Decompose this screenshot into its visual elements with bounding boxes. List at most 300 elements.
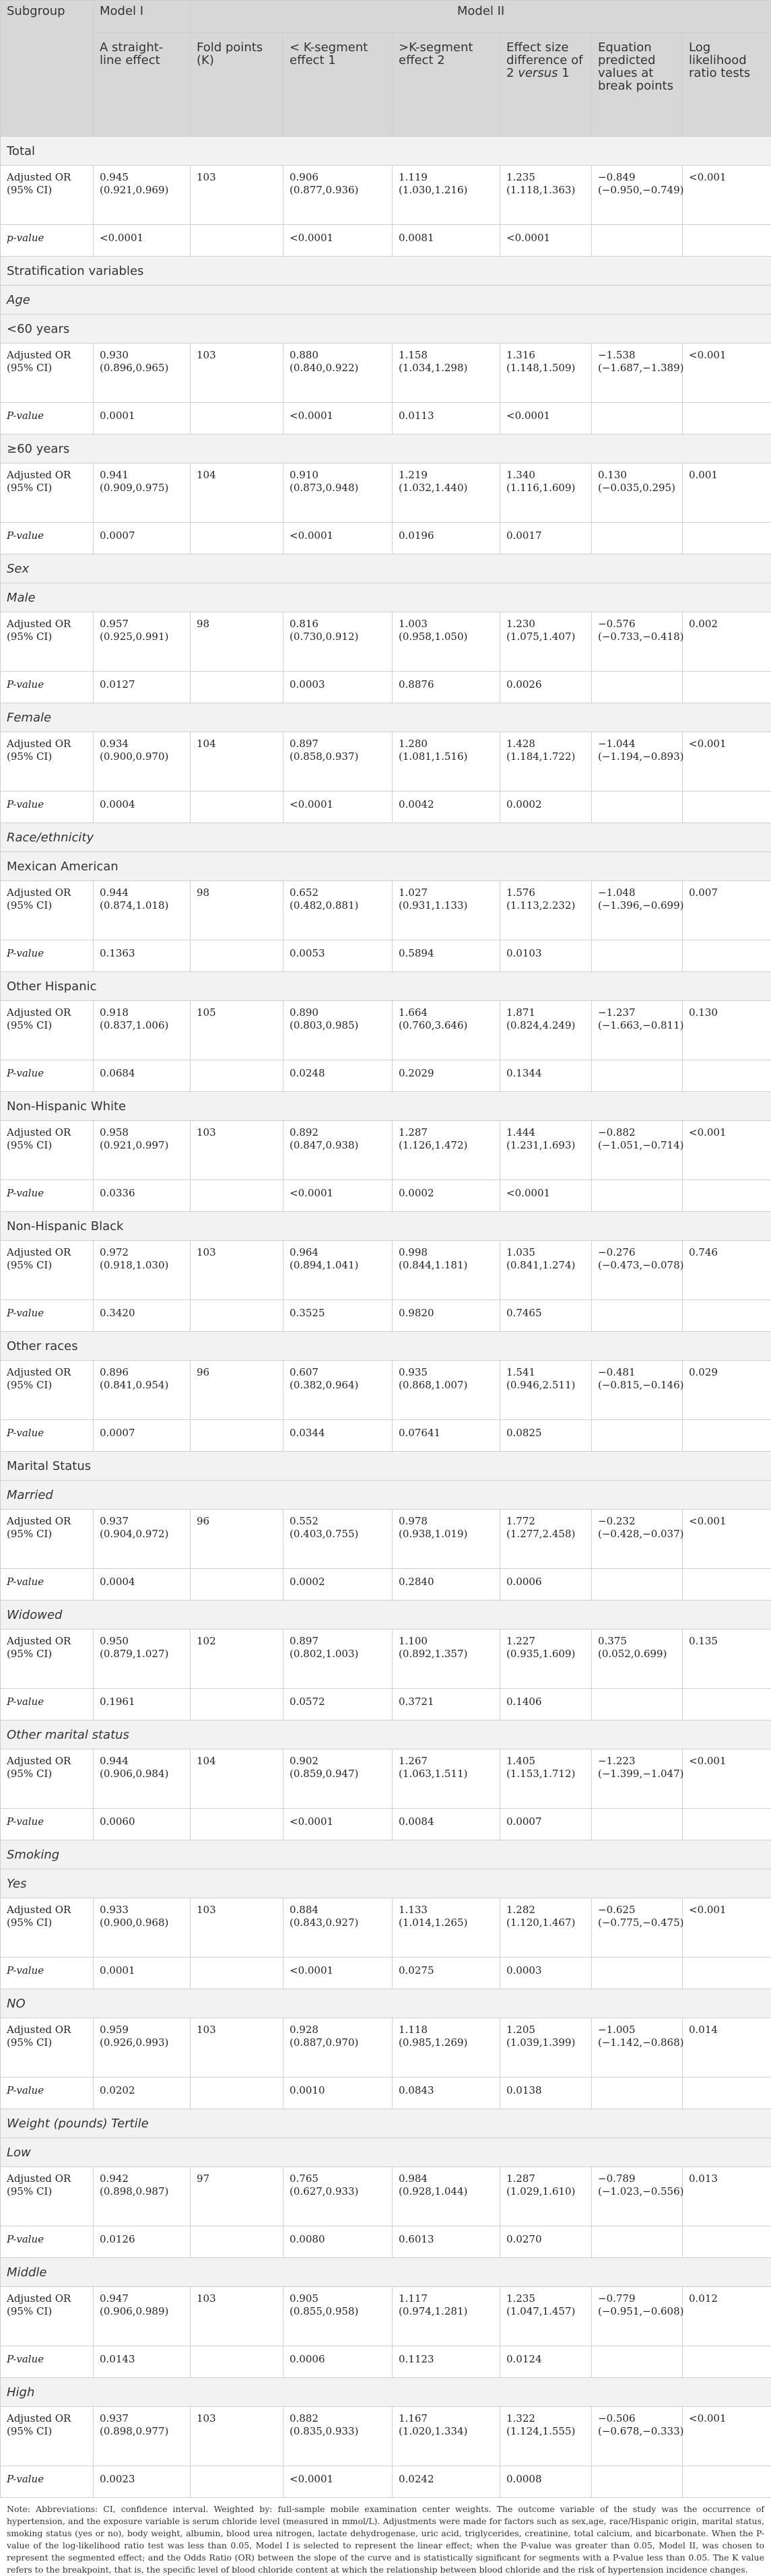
row-label-adjusted-or-text: Adjusted OR bbox=[7, 618, 71, 630]
gt-k-p-value-text: 0.07641 bbox=[399, 1427, 440, 1439]
effect-difference-p-value bbox=[500, 403, 592, 434]
row-label-p-value-text: P-value bbox=[7, 2473, 44, 2485]
straight-line-effect-value-text: 0.957 bbox=[100, 618, 129, 630]
section-heading-row bbox=[1, 823, 771, 852]
llr-value bbox=[683, 1241, 771, 1300]
lt-k-effect-value-text: 0.880 bbox=[290, 349, 319, 361]
equation-p-empty bbox=[592, 792, 683, 823]
fold-point-p-empty bbox=[191, 523, 283, 554]
row-label-p-value bbox=[1, 1958, 94, 1989]
header-lt-k-effect: < K-segment effect 1 bbox=[283, 33, 393, 137]
fold-point-p-empty bbox=[191, 672, 283, 703]
llr-value bbox=[683, 732, 771, 792]
section-heading-row bbox=[1, 2109, 771, 2138]
equation-value-text: (−0.775,−0.475) bbox=[598, 1917, 684, 1929]
lt-k-effect-value bbox=[283, 732, 393, 792]
lt-k-effect-value-text: 0.902 bbox=[290, 1755, 319, 1767]
effect-difference-value-text: (1.116,1.609) bbox=[506, 482, 575, 494]
equation-value-text: −0.276 bbox=[598, 1246, 636, 1258]
lt-k-effect-value bbox=[283, 1241, 393, 1300]
straight-line-effect-value-text: 0.937 bbox=[100, 2412, 129, 2424]
straight-line-p-value-text: 0.0684 bbox=[100, 1067, 135, 1079]
p-value-row bbox=[1, 792, 771, 823]
equation-value-text: −1.044 bbox=[598, 738, 636, 750]
adjusted-or-row bbox=[1, 2167, 771, 2226]
gt-k-p-value-text: 0.0275 bbox=[399, 1964, 434, 1976]
straight-line-p-value bbox=[94, 2226, 191, 2258]
lt-k-effect-value-text: 0.890 bbox=[290, 1006, 319, 1019]
gt-k-effect-value bbox=[393, 1898, 500, 1958]
lt-k-effect-value-text: 0.765 bbox=[290, 2172, 319, 2185]
lt-k-p-value-text: 0.0248 bbox=[290, 1067, 325, 1079]
straight-line-effect-value-text: (0.918,1.030) bbox=[100, 1259, 168, 1271]
lt-k-p-value bbox=[283, 940, 393, 972]
section-title bbox=[1, 852, 771, 881]
section-title bbox=[1, 1840, 771, 1869]
gt-k-effect-value-text: (1.126,1.472) bbox=[399, 1139, 467, 1151]
gt-k-effect-value-text: (1.014,1.265) bbox=[399, 1917, 467, 1929]
adjusted-or-row bbox=[1, 2407, 771, 2466]
fold-point-value bbox=[191, 1898, 283, 1958]
straight-line-p-value bbox=[94, 1420, 191, 1452]
straight-line-p-value-text: 0.0004 bbox=[100, 798, 135, 810]
fold-point-p-empty bbox=[191, 403, 283, 434]
gt-k-effect-value-text: 1.267 bbox=[399, 1755, 428, 1767]
effect-difference-value-text: (1.153,1.712) bbox=[506, 1768, 575, 1780]
gt-k-effect-value bbox=[393, 881, 500, 940]
gt-k-p-value-text: 0.0196 bbox=[399, 529, 434, 542]
equation-value-text: −1.223 bbox=[598, 1755, 636, 1767]
gt-k-effect-value-text: (0.844,1.181) bbox=[399, 1259, 467, 1271]
effect-difference-p-value-text: <0.0001 bbox=[506, 232, 550, 244]
section-title-text: Non-Hispanic White bbox=[7, 1099, 126, 1114]
equation-value-text: −0.882 bbox=[598, 1126, 636, 1138]
llr-p-empty bbox=[683, 940, 771, 972]
equation-value-text: (−0.951,−0.608) bbox=[598, 2305, 684, 2317]
section-heading-row bbox=[1, 1092, 771, 1121]
llr-value bbox=[683, 2287, 771, 2346]
row-label-adjusted-or-text: Adjusted OR bbox=[7, 1366, 71, 1378]
effect-difference-p-value bbox=[500, 1180, 592, 1212]
gt-k-p-value-text: 0.0081 bbox=[399, 232, 434, 244]
row-label-adjusted-or-text: (95% CI) bbox=[7, 1917, 52, 1929]
gt-k-p-value-text: 0.0042 bbox=[399, 798, 434, 810]
llr-value-text: 0.007 bbox=[689, 887, 718, 899]
effect-difference-value-text: 1.227 bbox=[506, 1635, 535, 1647]
equation-value-text: (−0.815,−0.146) bbox=[598, 1379, 684, 1391]
gt-k-p-value-text: 0.0084 bbox=[399, 1815, 434, 1828]
lt-k-p-value bbox=[283, 1809, 393, 1840]
p-value-row bbox=[1, 1809, 771, 1840]
lt-k-effect-value-text: (0.802,1.003) bbox=[290, 1648, 358, 1660]
effect-difference-value-text: 1.871 bbox=[506, 1006, 535, 1019]
equation-value-text: (−0.950,−0.749) bbox=[598, 184, 684, 196]
row-label-adjusted-or bbox=[1, 463, 94, 523]
equation-value-text: −0.232 bbox=[598, 1515, 636, 1527]
straight-line-effect-value-text: (0.898,0.987) bbox=[100, 2185, 168, 2197]
row-label-adjusted-or-text: (95% CI) bbox=[7, 184, 52, 196]
header-model-1: Model I bbox=[94, 1, 191, 33]
effect-difference-value-text: 1.405 bbox=[506, 1755, 535, 1767]
effect-difference-p-value-text: 0.0002 bbox=[506, 798, 542, 810]
straight-line-p-value bbox=[94, 1060, 191, 1092]
fold-point-value bbox=[191, 166, 283, 225]
equation-value bbox=[592, 1510, 683, 1569]
fold-point-value bbox=[191, 1361, 283, 1420]
lt-k-effect-value-text: (0.403,0.755) bbox=[290, 1528, 358, 1540]
lt-k-p-value-text: 0.0080 bbox=[290, 2233, 325, 2245]
fold-point-p-empty bbox=[191, 1180, 283, 1212]
straight-line-effect-value-text: 0.918 bbox=[100, 1006, 129, 1019]
fold-point-value bbox=[191, 881, 283, 940]
llr-value-text: <0.001 bbox=[689, 738, 727, 750]
straight-line-effect-value bbox=[94, 1001, 191, 1060]
gt-k-effect-value-text: (0.760,3.646) bbox=[399, 1019, 467, 1031]
equation-value bbox=[592, 732, 683, 792]
lt-k-effect-value-text: (0.855,0.958) bbox=[290, 2305, 358, 2317]
adjusted-or-row bbox=[1, 166, 771, 225]
llr-value-text: 0.130 bbox=[689, 1006, 718, 1019]
row-label-adjusted-or bbox=[1, 881, 94, 940]
equation-p-empty bbox=[592, 403, 683, 434]
lt-k-effect-value-text: 0.892 bbox=[290, 1126, 319, 1138]
equation-value-text: (−1.194,−0.893) bbox=[598, 750, 684, 763]
row-label-p-value bbox=[1, 940, 94, 972]
fold-point-value-text: 105 bbox=[197, 1006, 216, 1019]
section-title-text: Other Hispanic bbox=[7, 979, 97, 994]
row-label-p-value bbox=[1, 523, 94, 554]
lt-k-p-value bbox=[283, 1060, 393, 1092]
straight-line-p-value bbox=[94, 1958, 191, 1989]
equation-value bbox=[592, 1121, 683, 1180]
fold-point-value-text: 103 bbox=[197, 171, 216, 183]
effect-difference-value-text: (1.120,1.467) bbox=[506, 1917, 575, 1929]
section-title bbox=[1, 1332, 771, 1361]
effect-difference-p-value bbox=[500, 2346, 592, 2378]
effect-difference-p-value-text: 0.0007 bbox=[506, 1815, 542, 1828]
gt-k-p-value bbox=[393, 1958, 500, 1989]
straight-line-effect-value-text: (0.837,1.006) bbox=[100, 1019, 168, 1031]
row-label-adjusted-or-text: (95% CI) bbox=[7, 1528, 52, 1540]
lt-k-effect-value bbox=[283, 344, 393, 403]
lt-k-p-value bbox=[283, 2078, 393, 2109]
llr-value-text: <0.001 bbox=[689, 1515, 727, 1527]
adjusted-or-row bbox=[1, 2287, 771, 2346]
gt-k-effect-value bbox=[393, 2287, 500, 2346]
gt-k-effect-value-text: (0.931,1.133) bbox=[399, 899, 467, 911]
straight-line-effect-value bbox=[94, 166, 191, 225]
straight-line-p-value-text: 0.0336 bbox=[100, 1187, 135, 1199]
straight-line-effect-value-text: 0.958 bbox=[100, 1126, 129, 1138]
row-label-adjusted-or bbox=[1, 1898, 94, 1958]
row-label-adjusted-or-text: (95% CI) bbox=[7, 631, 52, 643]
straight-line-effect-value-text: 0.945 bbox=[100, 171, 129, 183]
straight-line-effect-value bbox=[94, 1749, 191, 1809]
lt-k-effect-value-text: (0.894,1.041) bbox=[290, 1259, 358, 1271]
lt-k-effect-value-text: (0.858,0.937) bbox=[290, 750, 358, 763]
effect-difference-p-value bbox=[500, 1300, 592, 1332]
straight-line-p-value bbox=[94, 2078, 191, 2109]
lt-k-p-value bbox=[283, 792, 393, 823]
section-heading-row bbox=[1, 972, 771, 1001]
lt-k-p-value-text: <0.0001 bbox=[290, 1964, 333, 1976]
equation-p-empty bbox=[592, 1060, 683, 1092]
section-title bbox=[1, 583, 771, 612]
effect-difference-value-text: (1.039,1.399) bbox=[506, 2036, 575, 2049]
row-label-adjusted-or-text: (95% CI) bbox=[7, 1379, 52, 1391]
straight-line-p-value-text: 0.0143 bbox=[100, 2353, 135, 2365]
equation-p-empty bbox=[592, 1569, 683, 1601]
straight-line-effect-value bbox=[94, 1510, 191, 1569]
adjusted-or-row bbox=[1, 1898, 771, 1958]
equation-p-empty bbox=[592, 2078, 683, 2109]
effect-difference-value-text: (0.824,4.249) bbox=[506, 1019, 575, 1031]
effect-difference-value-text: 1.316 bbox=[506, 349, 535, 361]
effect-difference-value-text: (0.841,1.274) bbox=[506, 1259, 575, 1271]
lt-k-effect-value bbox=[283, 881, 393, 940]
gt-k-p-value bbox=[393, 403, 500, 434]
row-label-adjusted-or bbox=[1, 1001, 94, 1060]
equation-value bbox=[592, 2018, 683, 2078]
section-title bbox=[1, 1720, 771, 1749]
effect-difference-value bbox=[500, 1361, 592, 1420]
lt-k-effect-value-text: 0.607 bbox=[290, 1366, 319, 1378]
fold-point-value bbox=[191, 2018, 283, 2078]
effect-difference-value-text: 1.230 bbox=[506, 618, 535, 630]
llr-value-text: <0.001 bbox=[689, 349, 727, 361]
gt-k-effect-value bbox=[393, 1510, 500, 1569]
gt-k-p-value bbox=[393, 1569, 500, 1601]
equation-value bbox=[592, 612, 683, 672]
row-label-adjusted-or bbox=[1, 344, 94, 403]
lt-k-p-value-text: 0.0572 bbox=[290, 1696, 325, 1708]
row-label-adjusted-or-text: Adjusted OR bbox=[7, 171, 71, 183]
effect-difference-value-text: (1.124,1.555) bbox=[506, 2425, 575, 2437]
effect-difference-value bbox=[500, 166, 592, 225]
adjusted-or-row bbox=[1, 732, 771, 792]
row-label-adjusted-or-text: Adjusted OR bbox=[7, 1904, 71, 1916]
row-label-p-value-text: P-value bbox=[7, 947, 44, 959]
lt-k-effect-value-text: (0.843,0.927) bbox=[290, 1917, 358, 1929]
lt-k-effect-value-text: 0.882 bbox=[290, 2412, 319, 2424]
straight-line-p-value-text: 0.3420 bbox=[100, 1307, 135, 1319]
straight-line-p-value-text: 0.0060 bbox=[100, 1815, 135, 1828]
effect-difference-p-value-text: 0.1344 bbox=[506, 1067, 542, 1079]
row-label-adjusted-or bbox=[1, 2018, 94, 2078]
row-label-p-value-text: p-value bbox=[7, 232, 44, 244]
gt-k-p-value bbox=[393, 1689, 500, 1720]
equation-value-text: (−1.687,−1.389) bbox=[598, 362, 684, 374]
lt-k-effect-value-text: (0.382,0.964) bbox=[290, 1379, 358, 1391]
effect-difference-value bbox=[500, 1121, 592, 1180]
equation-value-text: −0.625 bbox=[598, 1904, 636, 1916]
equation-value-text: −0.789 bbox=[598, 2172, 636, 2185]
gt-k-effect-value bbox=[393, 1361, 500, 1420]
adjusted-or-row bbox=[1, 1121, 771, 1180]
llr-value bbox=[683, 1361, 771, 1420]
gt-k-effect-value-text: (1.020,1.334) bbox=[399, 2425, 467, 2437]
lt-k-effect-value-text: 0.897 bbox=[290, 1635, 319, 1647]
row-label-p-value bbox=[1, 1809, 94, 1840]
row-label-adjusted-or-text: (95% CI) bbox=[7, 2185, 52, 2197]
straight-line-effect-value-text: 0.950 bbox=[100, 1635, 129, 1647]
row-label-p-value-text: P-value bbox=[7, 678, 44, 690]
gt-k-p-value bbox=[393, 2078, 500, 2109]
gt-k-p-value-text: 0.5894 bbox=[399, 947, 434, 959]
lt-k-effect-value-text: 0.964 bbox=[290, 1246, 319, 1258]
lt-k-effect-value bbox=[283, 2018, 393, 2078]
straight-line-p-value-text: 0.0004 bbox=[100, 1576, 135, 1588]
section-title-text: NO bbox=[7, 1997, 26, 2011]
row-label-p-value-text: P-value bbox=[7, 798, 44, 810]
lt-k-p-value-text: 0.0053 bbox=[290, 947, 325, 959]
llr-value bbox=[683, 463, 771, 523]
section-title bbox=[1, 1481, 771, 1510]
lt-k-effect-value-text: (0.859,0.947) bbox=[290, 1768, 358, 1780]
straight-line-effect-value-text: (0.900,0.970) bbox=[100, 750, 168, 763]
straight-line-effect-value-text: 0.934 bbox=[100, 738, 129, 750]
llr-value bbox=[683, 166, 771, 225]
fold-point-p-empty bbox=[191, 1060, 283, 1092]
equation-value-text: −0.779 bbox=[598, 2292, 636, 2305]
straight-line-effect-value-text: 0.941 bbox=[100, 469, 129, 481]
llr-value-text: 0.014 bbox=[689, 2024, 718, 2036]
lt-k-p-value bbox=[283, 672, 393, 703]
section-title bbox=[1, 2258, 771, 2287]
lt-k-p-value-text: 0.0002 bbox=[290, 1576, 325, 1588]
llr-p-empty bbox=[683, 403, 771, 434]
straight-line-effect-value-text: 0.933 bbox=[100, 1904, 129, 1916]
straight-line-effect-value bbox=[94, 344, 191, 403]
fold-point-value bbox=[191, 1241, 283, 1300]
llr-p-empty bbox=[683, 1420, 771, 1452]
p-value-row bbox=[1, 523, 771, 554]
effect-difference-value-text: 1.772 bbox=[506, 1515, 535, 1527]
fold-point-value-text: 96 bbox=[197, 1366, 209, 1378]
fold-point-value bbox=[191, 1510, 283, 1569]
gt-k-effect-value-text: (1.063,1.511) bbox=[399, 1768, 467, 1780]
equation-value-text: (−1.396,−0.699) bbox=[598, 899, 684, 911]
effect-difference-value-text: 1.576 bbox=[506, 887, 535, 899]
lt-k-effect-value bbox=[283, 1749, 393, 1809]
effect-difference-p-value-text: <0.0001 bbox=[506, 410, 550, 422]
gt-k-p-value bbox=[393, 672, 500, 703]
llr-value-text: 0.029 bbox=[689, 1366, 718, 1378]
fold-point-value bbox=[191, 732, 283, 792]
gt-k-effect-value-text: 1.280 bbox=[399, 738, 428, 750]
straight-line-effect-value-text: 0.896 bbox=[100, 1366, 129, 1378]
straight-line-effect-value-text: 0.944 bbox=[100, 887, 129, 899]
lt-k-p-value bbox=[283, 1569, 393, 1601]
equation-value bbox=[592, 463, 683, 523]
effect-difference-p-value bbox=[500, 792, 592, 823]
lt-k-effect-value-text: 0.884 bbox=[290, 1904, 319, 1916]
effect-difference-value-text: (1.047,1.457) bbox=[506, 2305, 575, 2317]
section-title-text: Smoking bbox=[7, 1848, 59, 1862]
effect-difference-value bbox=[500, 344, 592, 403]
straight-line-effect-value bbox=[94, 2407, 191, 2466]
gt-k-p-value bbox=[393, 2466, 500, 2498]
lt-k-effect-value-text: (0.803,0.985) bbox=[290, 1019, 358, 1031]
row-label-p-value-text: P-value bbox=[7, 1427, 44, 1439]
gt-k-effect-value-text: (1.081,1.516) bbox=[399, 750, 467, 763]
gt-k-effect-value-text: (1.032,1.440) bbox=[399, 482, 467, 494]
fold-point-value bbox=[191, 1001, 283, 1060]
p-value-row bbox=[1, 225, 771, 257]
effect-difference-value-text: (1.029,1.610) bbox=[506, 2185, 575, 2197]
equation-p-empty bbox=[592, 523, 683, 554]
row-label-p-value bbox=[1, 225, 94, 257]
llr-value bbox=[683, 612, 771, 672]
effect-difference-p-value-text: <0.0001 bbox=[506, 1187, 550, 1199]
llr-p-empty bbox=[683, 2466, 771, 2498]
straight-line-effect-value-text: (0.909,0.975) bbox=[100, 482, 168, 494]
p-value-row bbox=[1, 1420, 771, 1452]
llr-p-empty bbox=[683, 1569, 771, 1601]
row-label-p-value-text: P-value bbox=[7, 1307, 44, 1319]
section-title bbox=[1, 434, 771, 463]
effect-difference-p-value bbox=[500, 1958, 592, 1989]
gt-k-effect-value-text: (0.892,1.357) bbox=[399, 1648, 467, 1660]
p-value-row bbox=[1, 940, 771, 972]
section-title bbox=[1, 1989, 771, 2018]
llr-p-empty bbox=[683, 1958, 771, 1989]
straight-line-p-value-text: 0.0202 bbox=[100, 2084, 135, 2096]
effect-difference-value bbox=[500, 1510, 592, 1569]
effect-difference-value-text: (1.113,2.232) bbox=[506, 899, 575, 911]
section-title-text: Mexican American bbox=[7, 860, 119, 874]
equation-value bbox=[592, 881, 683, 940]
p-value-row bbox=[1, 1060, 771, 1092]
effect-difference-p-value bbox=[500, 672, 592, 703]
section-title bbox=[1, 554, 771, 583]
fold-point-value-text: 103 bbox=[197, 349, 216, 361]
straight-line-p-value-text: 0.0001 bbox=[100, 1964, 135, 1976]
lt-k-p-value bbox=[283, 2346, 393, 2378]
section-title-text: Total bbox=[7, 144, 35, 158]
straight-line-effect-value-text: 0.944 bbox=[100, 1755, 129, 1767]
section-title-text: High bbox=[7, 2385, 34, 2400]
gt-k-effect-value bbox=[393, 1630, 500, 1689]
row-label-adjusted-or bbox=[1, 2287, 94, 2346]
section-title bbox=[1, 823, 771, 852]
gt-k-effect-value bbox=[393, 344, 500, 403]
effect-difference-p-value bbox=[500, 940, 592, 972]
llr-value bbox=[683, 2167, 771, 2226]
row-label-adjusted-or bbox=[1, 1121, 94, 1180]
fold-point-p-empty bbox=[191, 2078, 283, 2109]
llr-value-text: 0.012 bbox=[689, 2292, 718, 2305]
equation-value-text: −0.849 bbox=[598, 171, 636, 183]
header-llr: Log likelihood ratio tests bbox=[683, 33, 771, 137]
fold-point-value-text: 104 bbox=[197, 1755, 216, 1767]
gt-k-p-value bbox=[393, 1180, 500, 1212]
adjusted-or-row bbox=[1, 881, 771, 940]
gt-k-p-value-text: 0.9820 bbox=[399, 1307, 434, 1319]
gt-k-effect-value bbox=[393, 166, 500, 225]
section-heading-row bbox=[1, 315, 771, 344]
straight-line-p-value-text: <0.0001 bbox=[100, 232, 143, 244]
row-label-p-value-text: P-value bbox=[7, 1576, 44, 1588]
row-label-adjusted-or-text: Adjusted OR bbox=[7, 887, 71, 899]
row-label-p-value-text: P-value bbox=[7, 1815, 44, 1828]
lt-k-p-value bbox=[283, 1689, 393, 1720]
section-title bbox=[1, 2378, 771, 2407]
section-title-text: Other marital status bbox=[7, 1728, 129, 1742]
section-title-text: Marital Status bbox=[7, 1459, 91, 1473]
straight-line-p-value bbox=[94, 1569, 191, 1601]
lt-k-effect-value bbox=[283, 463, 393, 523]
